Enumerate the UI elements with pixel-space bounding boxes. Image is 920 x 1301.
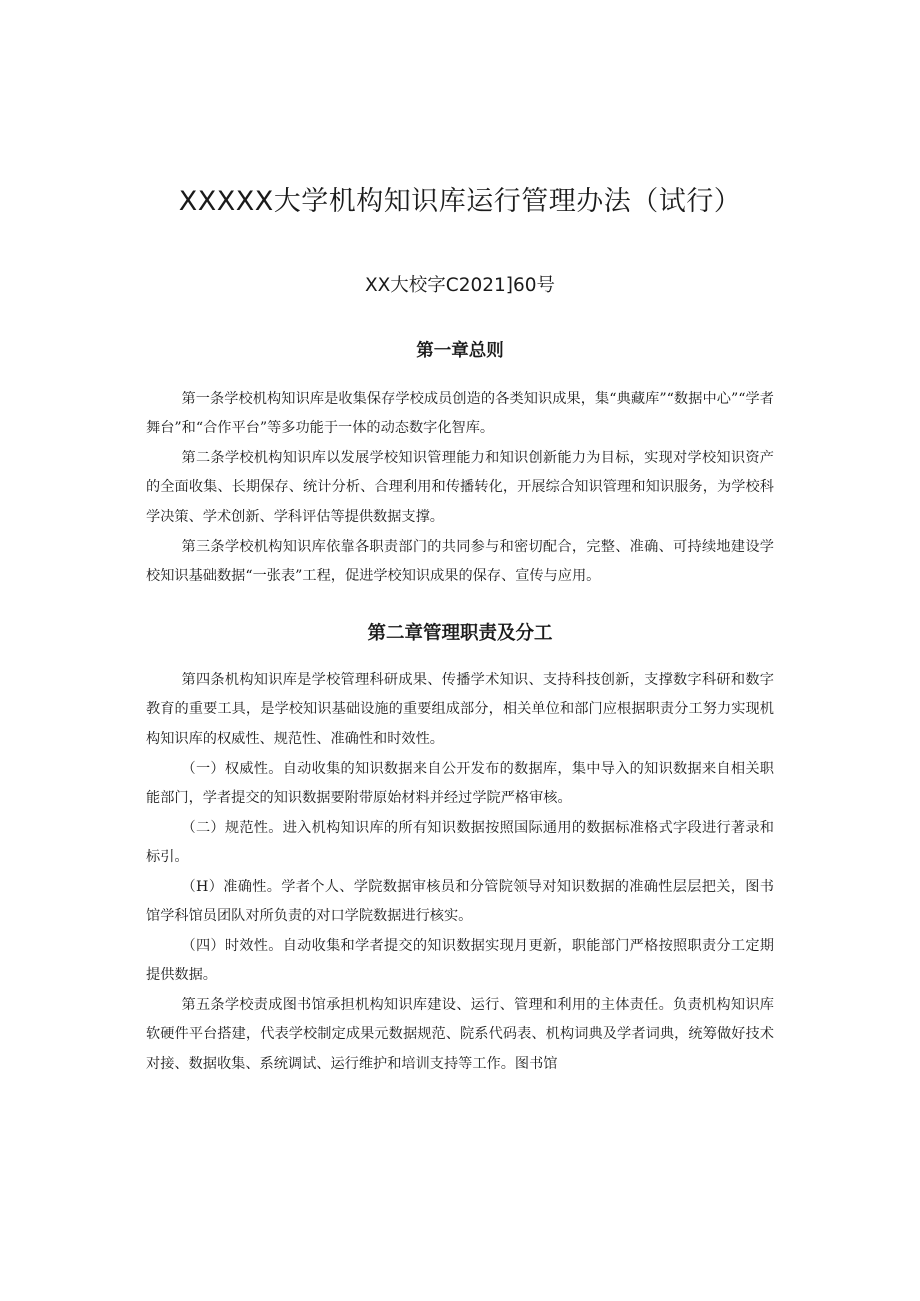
clause-paragraph: （H）准确性。学者个人、学院数据审核员和分管院领导对知识数据的准确性层层把关，图书馆学科馆员团队对所负责的对口学院数据进行核实。 — [146, 879, 774, 925]
clause-paragraph: （二）规范性。进入机构知识库的所有知识数据按照国际通用的数据标准格式字段进行著录和标引。 — [146, 820, 774, 866]
document-number: XX大校字C2021]60号 — [364, 275, 556, 296]
document-title: XXXXX大学机构知识库运行管理办法（试行） — [178, 186, 742, 217]
clause-paragraph: （四）时效性。自动收集和学者提交的知识数据实现月更新，职能部门严格按照职责分工定期提供数据。 — [146, 938, 774, 984]
article-paragraph: 第二条学校机构知识库以发展学校知识管理能力和知识创新能力为目标，实现对学校知识资产的全面收集、长期保存、统计分析、合理利用和传播转化，开展综合知识管理和知识服务，为学校科学决策、学术创新、学科评估等提供数据支撑。 — [146, 450, 774, 525]
clause-paragraph: （一）权威性。自动收集的知识数据来自公开发布的数据库，集中导入的知识数据来自相关职能部门，学者提交的知识数据要附带原始材料并经过学院严格审核。 — [146, 761, 774, 807]
article-paragraph: 第三条学校机构知识库依靠各职责部门的共同参与和密切配合，完整、准确、可持续地建设学校知识基础数据“一张表”工程，促进学校知识成果的保存、宣传与应用。 — [146, 539, 774, 585]
article-paragraph: 第四条机构知识库是学校管理科研成果、传播学术知识、支持科技创新，支撑数字科研和数字教育的重要工具，是学校知识基础设施的重要组成部分，相关单位和部门应根据职责分工努力实现机构知识库的权威性、规范性、准确性和时效性。 — [146, 672, 774, 747]
chapter-heading: 第一章总则 — [416, 341, 504, 361]
article-paragraph: 第五条学校责成图书馆承担机构知识库建设、运行、管理和利用的主体责任。负责机构知识库软硬件平台搭建，代表学校制定成果元数据规范、院系代码表、机构词典及学者词典，统筹做好技术对接、数据收集、系统调试、运行维护和培训支持等工作。图书馆 — [146, 997, 774, 1072]
chapter-heading: 第二章管理职责及分工 — [367, 623, 553, 644]
article-paragraph: 第一条学校机构知识库是收集保存学校成员创造的各类知识成果，集“典藏库”“数据中心”“学者舞台”和“合作平台”等多功能于一体的动态数字化智库。 — [146, 391, 774, 437]
